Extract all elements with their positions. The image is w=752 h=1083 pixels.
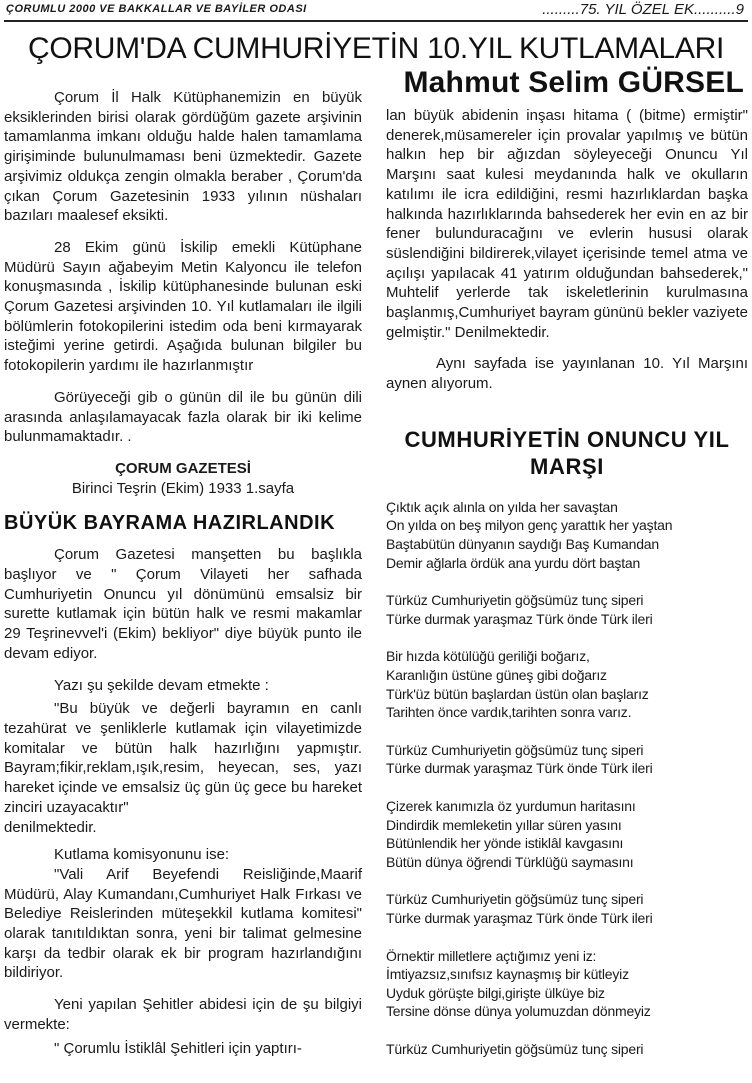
- page-header: [4, 0, 748, 22]
- header-rule: [4, 20, 748, 22]
- poem-line: On yılda on beş milyon genç yarattık her yaştan: [386, 517, 673, 534]
- paragraph: Görüyeceği gib o günün dil ile bu günün dili arasında anlaşılamayacak fazla olarak bir iki kelime bulunmamaktadır. .: [4, 388, 362, 446]
- poem-line: Örnektir milletlere açtığımız yeni iz:: [386, 947, 597, 964]
- quote-paragraph: "Vali Arif Beyefendi Reisliğinde,Maarif Müdürü, Alay Kumandanı,Cumhuriyet Halk Fırkası ve Belediye Reislerinden müteşekkil kutlama komitesi" olarak tanıtıldıktan sonra, yeni bir talimat gelmesine karşı da tedbir olarak ek bir program hazırlandığını bildiriyor.: [4, 865, 362, 982]
- paragraph: 28 Ekim günü İskilip emekli Kütüphane Müdürü Sayın ağabeyim Metin Kalyoncu ile telefon konuşmasında , İskilip kütüphanesinde bulunan eski Çorum Gazetesi arşivinden 10. Yıl kutlamaları ile ilgili bölümlerin fotokopilerini istedim oda beni kırmayarak isteğimi yerine getirdi. Aşağıda bulunan bilgiler bu fotokopilerin yardımı ile hazırlanmıştır: [4, 238, 362, 375]
- paragraph: lan büyük abidenin inşası hitama ( (bitme) ermiştir" denerek,müsamereler için provalar yapılmış ve bütün halkın hep bir ağızdan söyleyeceği Onuncu Yıl Marşını saat kulesi meydanında halk ve okulların katılımı ile icra edildiğini, resmi hazırlıklardan başka halkında hazırlıklarında bahsederek her evin en az bir fener bulunduracağını ve evlerin hususi olarak süslendiğini bildirerek,vilayet içerisinde temel atma ve açılışı yapılacak 41 yatırım olduğundan bahsederek," Muhtelif yerlerde tak iskeletlerinin kurulmasına başlanmış,Cumhuriyet bayram gününü bekler vaziyete gelmiştir." Denilmektedir.: [386, 107, 748, 341]
- paragraph: Yeni yapılan Şehitler abidesi için de şu bilgiyi vermekte:: [4, 996, 362, 1033]
- paragraph: Aynı sayfada ise yayınlanan 10. Yıl Marşını aynen alıyorum.: [386, 355, 748, 393]
- paragraph: Çorum Gazetesi manşetten bu başlıkla başlıyor ve " Çorum Vilayeti her safhada Cumhuriyetin Onuncu yıl dönümünü emsalsiz bir surette kutlamak için bütün halk ve resmi makamlar 29 Teşrinevvel'i (Ekim) bekliyor" diye büyük punto ile devam ediyor.: [4, 546, 362, 662]
- poem-line: Dindirdik memleketin yıllar süren yasını: [386, 816, 622, 833]
- poem-title-line: MARŞI: [530, 453, 604, 479]
- source-name: ÇORUM GAZETESİ: [115, 459, 251, 477]
- section-heading: BÜYÜK BAYRAMA HAZIRLANDIK: [4, 512, 336, 535]
- poem-stanza: [386, 947, 748, 1021]
- poem-line: Karanlığın üstüne güneş gibi doğarız: [386, 667, 607, 683]
- poem-stanza: [386, 591, 748, 628]
- poem-stanza: [386, 647, 748, 721]
- paragraph: Yazı şu şekilde devam etmekte :: [54, 676, 269, 694]
- poem-stanza: [386, 797, 748, 871]
- poem-line: Uyduk görüşte bilgi,girişte ülküye biz: [386, 984, 605, 1001]
- poem-title: [386, 426, 748, 480]
- header-publication: ÇORUMLU 2000 VE BAKKALLAR VE BAYİLER ODASI: [6, 3, 307, 15]
- poem-line: Türke durmak yaraşmaz Türk önde Türk ileri: [386, 760, 653, 777]
- poem: [386, 498, 748, 1059]
- poem-line: Baştabütün dünyanın saydığı Baş Kumandan: [386, 536, 659, 553]
- header-page-info: .........75. YIL ÖZEL EK..........9: [542, 1, 744, 18]
- source-date: Birinci Teşrin (Ekim) 1933 1.sayfa: [71, 479, 295, 497]
- poem-line: Türke durmak yaraşmaz Türk önde Türk ileri: [386, 909, 653, 926]
- poem-line: Türk'üz bütün başlardan üstün olan başlarız: [386, 685, 649, 702]
- left-column: [4, 82, 362, 1058]
- paragraph: denilmektedir.: [4, 818, 97, 836]
- poem-line: Türküz Cumhuriyetin göğsümüz tunç siperi: [386, 741, 644, 758]
- poem-line: Türküz Cumhuriyetin göğsümüz tunç siperi: [386, 891, 644, 908]
- poem-line: Bütün dünya öğrendi Türklüğü saymasını: [386, 853, 634, 870]
- poem-line: Türke durmak yaraşmaz Türk önde Türk ileri: [386, 610, 653, 627]
- poem-line: Tersine dönse dünya yolumuzdan dönmeyiz: [386, 1003, 651, 1020]
- poem-line: Çıktık açık alınla on yılda her savaştan: [386, 498, 618, 515]
- quote-paragraph: "Bu büyük ve değerli bayramın en canlı tezahürat ve şenliklerle kutlamak için vilayetimizde komitalar ve bütün halk hazırlığını yapmıştır. Bayram;fikir,reklam,ışık,resim, heyecan, ses, yazı hareket içinde ve emsalsiz üç gün üç gece bu hareket zinciri uzayacaktır": [4, 700, 362, 816]
- quote-paragraph: " Çorumlu İstiklâl Şehitleri için yaptırı-: [54, 1039, 302, 1057]
- right-column: [386, 106, 748, 1059]
- poem-line: Demir ağlarla ördük ana yurdu dört baştan: [386, 554, 641, 571]
- poem-stanza: [386, 1040, 748, 1059]
- poem-stanza: [386, 890, 748, 927]
- paragraph: Kutlama komisyonunu ise:: [54, 846, 230, 864]
- intro-paragraph: Çorum İl Halk Kütüphanemizin en büyük eksiklerinden birisi olarak gördüğüm gazete arşivinin tamamlanma imkanı olduğu halde halen tamamlama girişiminde bulunulmaması beni üzmektedir. Gazete arşivimiz oldukça zengin olmakla beraber , Çorum'da çıkan Çorum Gazetesinin 1933 yılının nüshaları bazıları maalesef eksikti.: [4, 89, 362, 225]
- page-title: ÇORUM'DA CUMHURİYETİN 10.YIL KUTLAMALARI: [27, 32, 725, 65]
- poem-line: İmtiyazsız,sınıfsız kaynaşmış bir kütleyiz: [386, 966, 629, 983]
- poem-stanza: [386, 741, 748, 778]
- poem-line: Bir hızda kötülüğü geriliği boğarız,: [386, 648, 590, 665]
- poem-line: Türküz Cumhuriyetin göğsümüz tunç siperi: [386, 592, 644, 609]
- poem-stanza: [386, 498, 748, 572]
- poem-line: Tarihten önce vardık,tarihten sonra varız.: [386, 704, 632, 721]
- poem-line: Türküz Cumhuriyetin göğsümüz tunç siperi: [386, 1040, 644, 1057]
- poem-title-line: CUMHURİYETİN ONUNCU YIL: [404, 426, 730, 452]
- poem-line: Bütünlendik her yönde istiklâl kavgasını: [386, 835, 624, 852]
- author-name: Mahmut Selim GÜRSEL: [403, 66, 744, 99]
- poem-line: Çizerek kanımızla öz yurdumun haritasını: [386, 797, 636, 814]
